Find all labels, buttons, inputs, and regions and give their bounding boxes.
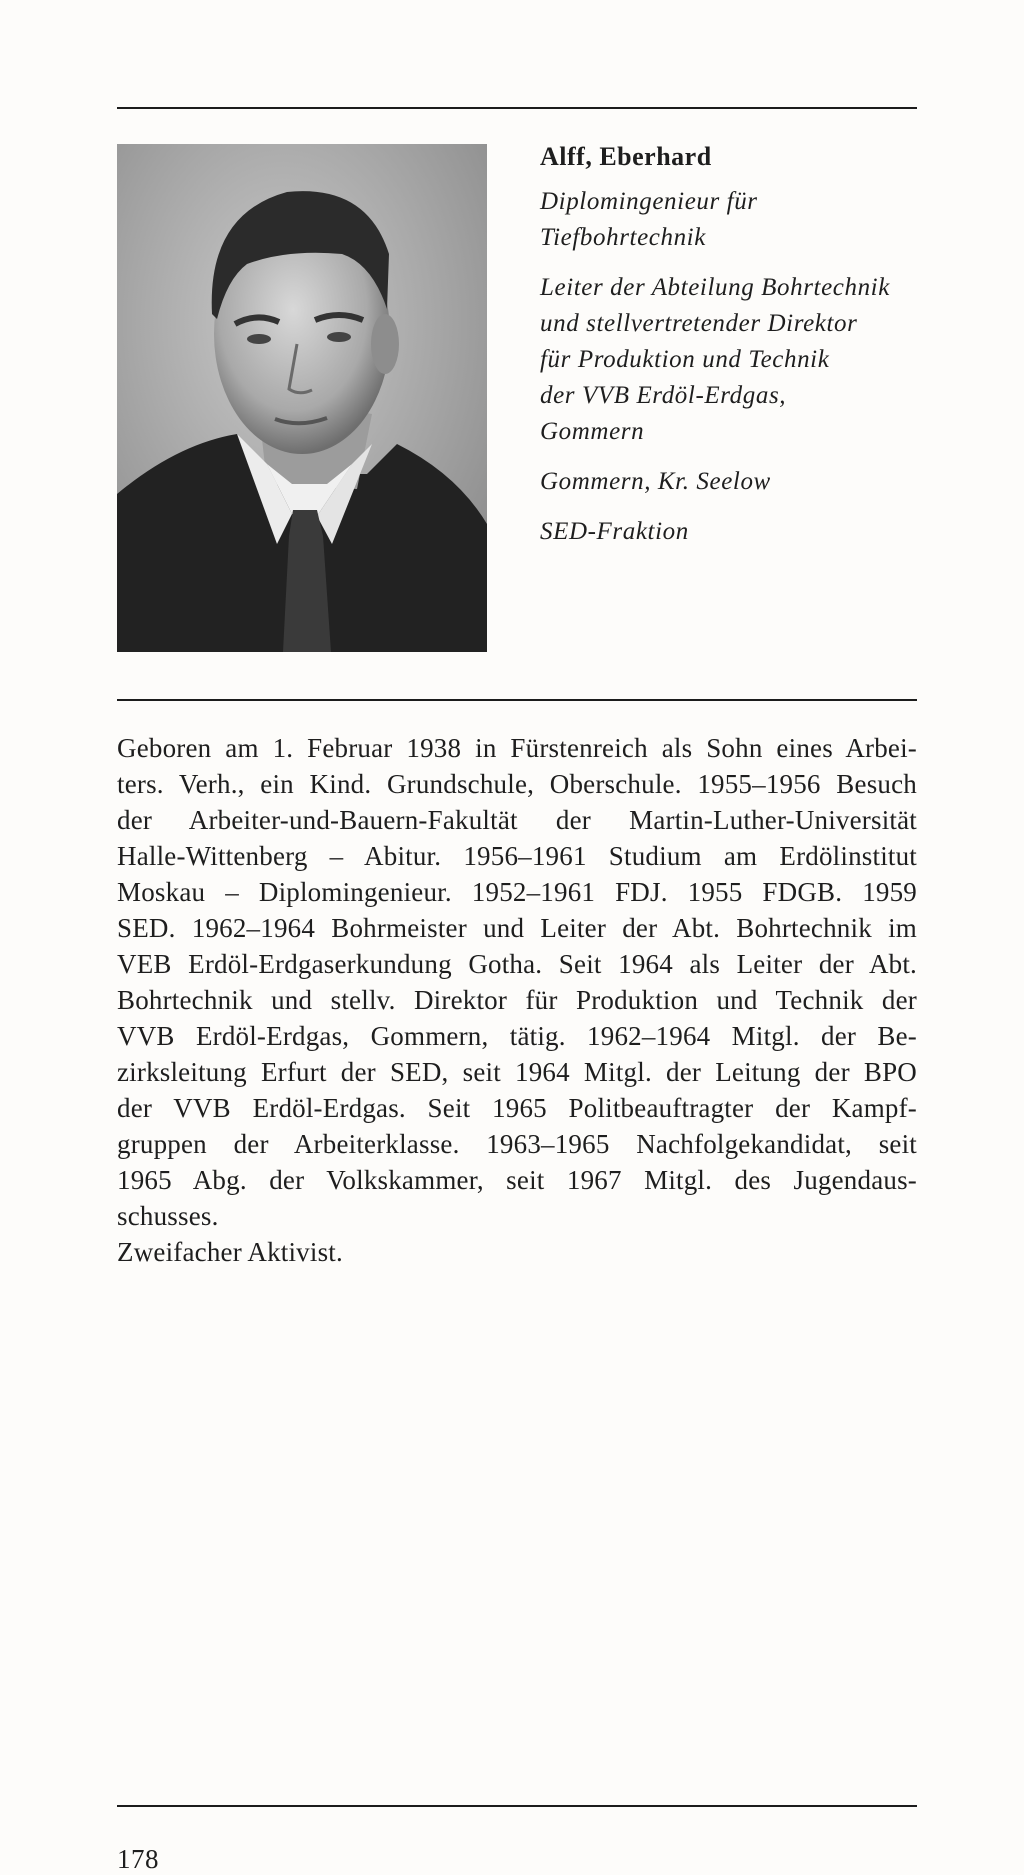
position-line: Gommern bbox=[540, 418, 645, 445]
biography-line: zirksleitung Erfurt der SED, seit 1964 Mitgl. der Leitung der BPO bbox=[117, 1057, 917, 1087]
biography-line: der Arbeiter-und-Bauern-Fakultät der Martin-Luther-Universität bbox=[117, 805, 917, 835]
residence: Gommern, Kr. Seelow bbox=[540, 468, 771, 495]
top-rule bbox=[117, 107, 917, 109]
biography-line: 1965 Abg. der Volkskammer, seit 1967 Mitgl. des Jugendaus- bbox=[117, 1165, 917, 1195]
faction: SED-Fraktion bbox=[540, 518, 689, 545]
position-line: Leiter der Abteilung Bohrtechnik bbox=[540, 274, 890, 301]
biography-line: VEB Erdöl-Erdgaserkundung Gotha. Seit 1964 als Leiter der Abt. bbox=[117, 949, 917, 979]
bottom-rule bbox=[117, 1805, 917, 1807]
profession-line: Diplomingenieur für bbox=[540, 188, 758, 215]
biography-line: Bohrtechnik und stellv. Direktor für Produktion und Technik der bbox=[117, 985, 917, 1015]
biography-line: ters. Verh., ein Kind. Grundschule, Oberschule. 1955–1956 Besuch bbox=[117, 769, 917, 799]
biography-line: der VVB Erdöl-Erdgas. Seit 1965 Politbeauftragter der Kampf- bbox=[117, 1093, 917, 1123]
biography-line: Halle-Wittenberg – Abitur. 1956–1961 Studium am Erdölinstitut bbox=[117, 841, 917, 871]
page-number: 178 bbox=[117, 1844, 159, 1874]
biography bbox=[117, 730, 917, 1270]
biography-line: Zweifacher Aktivist. bbox=[117, 1237, 343, 1267]
biography-line: Geboren am 1. Februar 1938 in Fürstenreich als Sohn eines Arbei- bbox=[117, 733, 917, 763]
biography-line: schusses. bbox=[117, 1201, 219, 1231]
biography-line: Moskau – Diplomingenieur. 1952–1961 FDJ. 1955 FDGB. 1959 bbox=[117, 877, 917, 907]
position-line: für Produktion und Technik bbox=[540, 346, 830, 373]
position-line: und stellvertretender Direktor bbox=[540, 310, 858, 337]
biography-line: VVB Erdöl-Erdgas, Gommern, tätig. 1962–1964 Mitgl. der Be- bbox=[117, 1021, 917, 1051]
profession-line: Tiefbohrtechnik bbox=[540, 224, 706, 251]
middle-rule bbox=[117, 699, 917, 701]
entry-header bbox=[540, 140, 920, 550]
portrait-photo bbox=[117, 144, 487, 652]
person-name: Alff, Eberhard bbox=[540, 142, 712, 171]
biography-line: gruppen der Arbeiterklasse. 1963–1965 Nachfolgekandidat, seit bbox=[117, 1129, 917, 1159]
position-line: der VVB Erdöl-Erdgas, bbox=[540, 382, 787, 409]
biography-line: SED. 1962–1964 Bohrmeister und Leiter der Abt. Bohrtechnik im bbox=[117, 913, 917, 943]
